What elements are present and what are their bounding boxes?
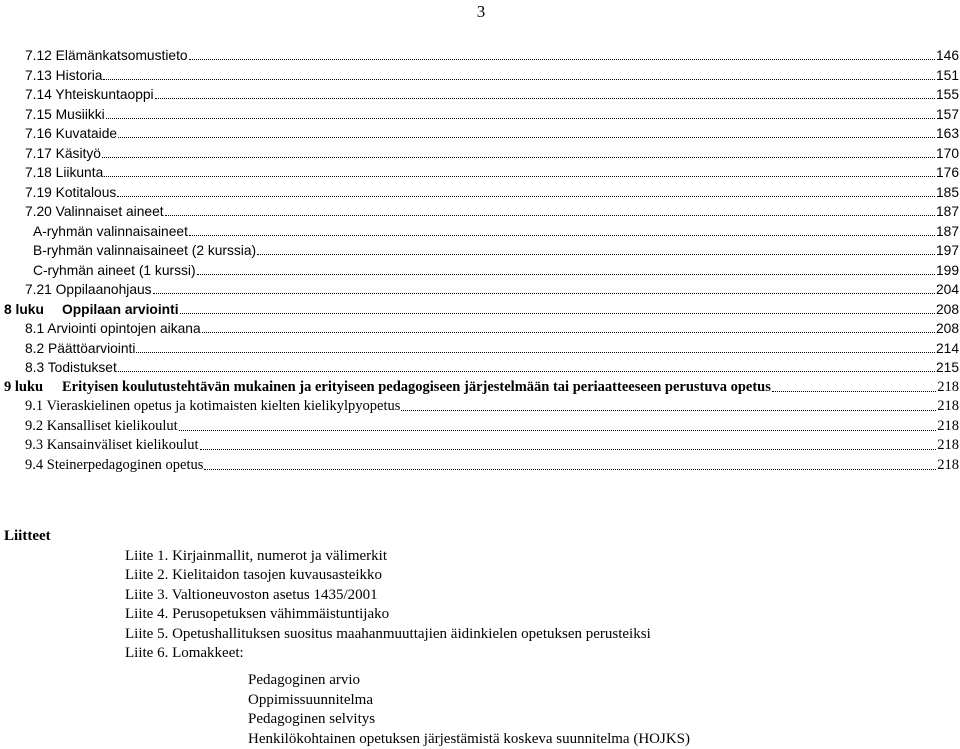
toc-dot-leader xyxy=(106,117,935,119)
toc-entry xyxy=(25,358,959,377)
toc-entry-title: 8.1 Arviointi opintojen aikana xyxy=(25,321,201,336)
toc-entry xyxy=(4,378,959,397)
toc-entry xyxy=(25,85,959,104)
toc-page-number: 176 xyxy=(935,165,959,180)
toc-page-number: 199 xyxy=(935,262,959,278)
toc-dot-leader xyxy=(118,136,935,138)
toc-chapter-prefix: 9 luku xyxy=(4,378,44,395)
toc-dot-leader xyxy=(103,78,935,80)
toc-page-number: 218 xyxy=(937,437,959,453)
appendix-form-item: Henkilökohtainen opetuksen järjestämistä koskeva suunnitelma (HOJKS) xyxy=(248,730,690,747)
toc-page-number: 155 xyxy=(935,87,959,102)
page-number: 3 xyxy=(476,2,486,21)
toc-entry xyxy=(25,163,959,182)
toc-entry xyxy=(25,280,959,299)
toc-entry-title: 7.19 Kotitalous xyxy=(25,184,117,200)
toc-entry-title: 9.1 Vieraskielinen opetus ja kotimaisten kielten kielikylpyopetus xyxy=(25,398,401,414)
toc-entry xyxy=(4,300,959,319)
appendix-item: Liite 5. Opetushallituksen suositus maahanmuuttajien äidinkielen opetuksen perusteiksi xyxy=(125,625,651,642)
toc-dot-leader xyxy=(197,273,935,275)
toc-entry-title: 9.2 Kansalliset kielikoulut xyxy=(25,417,178,434)
toc-entry-title: Erityisen koulutustehtävän mukainen ja erityiseen pedagogiseen järjestelmään tai periaatteeseen perustuva opetus xyxy=(62,378,771,395)
toc-page-number: 208 xyxy=(935,301,959,317)
toc-entry-title: 7.21 Oppilaanohjaus xyxy=(25,282,152,297)
toc-dot-leader xyxy=(136,351,935,353)
toc-page-number: 170 xyxy=(935,145,959,161)
toc-entry xyxy=(25,339,959,358)
toc-entry-title: 7.18 Liikunta xyxy=(25,165,104,180)
toc-page-number: 215 xyxy=(935,360,959,375)
appendices-heading: Liitteet xyxy=(4,528,51,544)
toc-dot-leader xyxy=(165,214,935,216)
toc-entry xyxy=(25,436,959,455)
toc-page-number: 187 xyxy=(935,204,959,219)
toc-entry-title: 7.20 Valinnaiset aineet xyxy=(25,204,164,219)
toc-dot-leader xyxy=(257,253,935,255)
toc-entry-title: 8.2 Päättöarviointi xyxy=(25,340,136,356)
toc-dot-leader xyxy=(102,156,935,158)
toc-dot-leader xyxy=(189,234,935,236)
toc-entry-title: 7.14 Yhteiskuntaoppi xyxy=(25,87,154,102)
toc-dot-leader xyxy=(189,58,935,60)
toc-entry-title: 9.3 Kansainväliset kielikoulut xyxy=(25,437,199,453)
toc-entry xyxy=(25,46,959,65)
appendix-item: Liite 2. Kielitaidon tasojen kuvausasteikko xyxy=(125,567,383,584)
toc-entry xyxy=(33,241,959,260)
toc-dot-leader xyxy=(117,195,935,197)
toc-entry xyxy=(33,261,959,280)
toc-entry-title: 7.15 Musiikki xyxy=(25,106,105,122)
toc-entry xyxy=(25,66,959,85)
toc-entry-title: 7.12 Elämänkatsomustieto xyxy=(25,48,188,63)
appendix-item: Liite 6. Lomakkeet: xyxy=(125,645,244,661)
toc-entry-title: Oppilaan arviointi xyxy=(62,301,179,317)
toc-entry-title: 7.16 Kuvataide xyxy=(25,126,118,141)
toc-entry xyxy=(33,222,959,241)
toc-entry xyxy=(25,397,959,416)
toc-dot-leader xyxy=(179,429,937,431)
toc-page-number: 146 xyxy=(935,48,959,63)
toc-page-number: 214 xyxy=(935,340,959,356)
toc-entry xyxy=(25,144,959,163)
appendix-form-item: Pedagoginen arvio xyxy=(248,672,361,689)
appendix-item: Liite 3. Valtioneuvoston asetus 1435/2001 xyxy=(125,586,378,603)
toc-dot-leader xyxy=(401,409,936,411)
toc-entry xyxy=(25,202,959,221)
toc-entry-title: A-ryhmän valinnaisaineet xyxy=(33,223,188,239)
toc-page-number: 187 xyxy=(935,223,959,239)
toc-page-number: 151 xyxy=(935,67,959,83)
appendix-form-item: Oppimissuunnitelma xyxy=(248,691,373,708)
appendix-item: Liite 4. Perusopetuksen vähimmäistuntijako xyxy=(125,606,390,623)
toc-entry xyxy=(25,124,959,143)
toc-page-number: 163 xyxy=(935,126,959,141)
toc-entry-title: 9.4 Steinerpedagoginen opetus xyxy=(25,456,204,473)
appendix-form-item: Pedagoginen selvitys xyxy=(248,711,376,728)
toc-dot-leader xyxy=(772,390,936,392)
toc-dot-leader xyxy=(180,312,935,314)
toc-page-number: 218 xyxy=(937,378,959,395)
toc-dot-leader xyxy=(104,175,935,177)
toc-entry-title: 7.17 Käsityö xyxy=(25,145,101,161)
toc-dot-leader xyxy=(153,292,935,294)
toc-entry xyxy=(25,417,959,436)
toc-entry-title: B-ryhmän valinnaisaineet (2 kurssia) xyxy=(33,243,257,258)
toc-entry xyxy=(25,105,959,124)
toc-page-number: 218 xyxy=(937,456,959,473)
toc-dot-leader xyxy=(204,468,936,470)
toc-entry-title: C-ryhmän aineet (1 kurssi) xyxy=(33,262,196,278)
toc-page-number: 208 xyxy=(935,321,959,336)
toc-chapter-prefix: 8 luku xyxy=(4,301,44,317)
toc-dot-leader xyxy=(202,331,935,333)
toc-dot-leader xyxy=(155,97,935,99)
toc-entry-title: 7.13 Historia xyxy=(25,67,103,83)
toc-entry xyxy=(25,456,959,475)
toc-page-number: 218 xyxy=(937,417,959,434)
toc-entry xyxy=(25,183,959,202)
toc-entry xyxy=(25,319,959,338)
toc-page-number: 197 xyxy=(935,243,959,258)
toc-page-number: 185 xyxy=(935,184,959,200)
toc-entry-title: 8.3 Todistukset xyxy=(25,360,117,375)
toc-page-number: 204 xyxy=(935,282,959,297)
toc-page-number: 157 xyxy=(935,106,959,122)
toc-page-number: 218 xyxy=(937,398,959,414)
toc-dot-leader xyxy=(200,448,937,450)
appendix-item: Liite 1. Kirjainmallit, numerot ja välimerkit xyxy=(125,548,388,564)
toc-dot-leader xyxy=(118,370,935,372)
